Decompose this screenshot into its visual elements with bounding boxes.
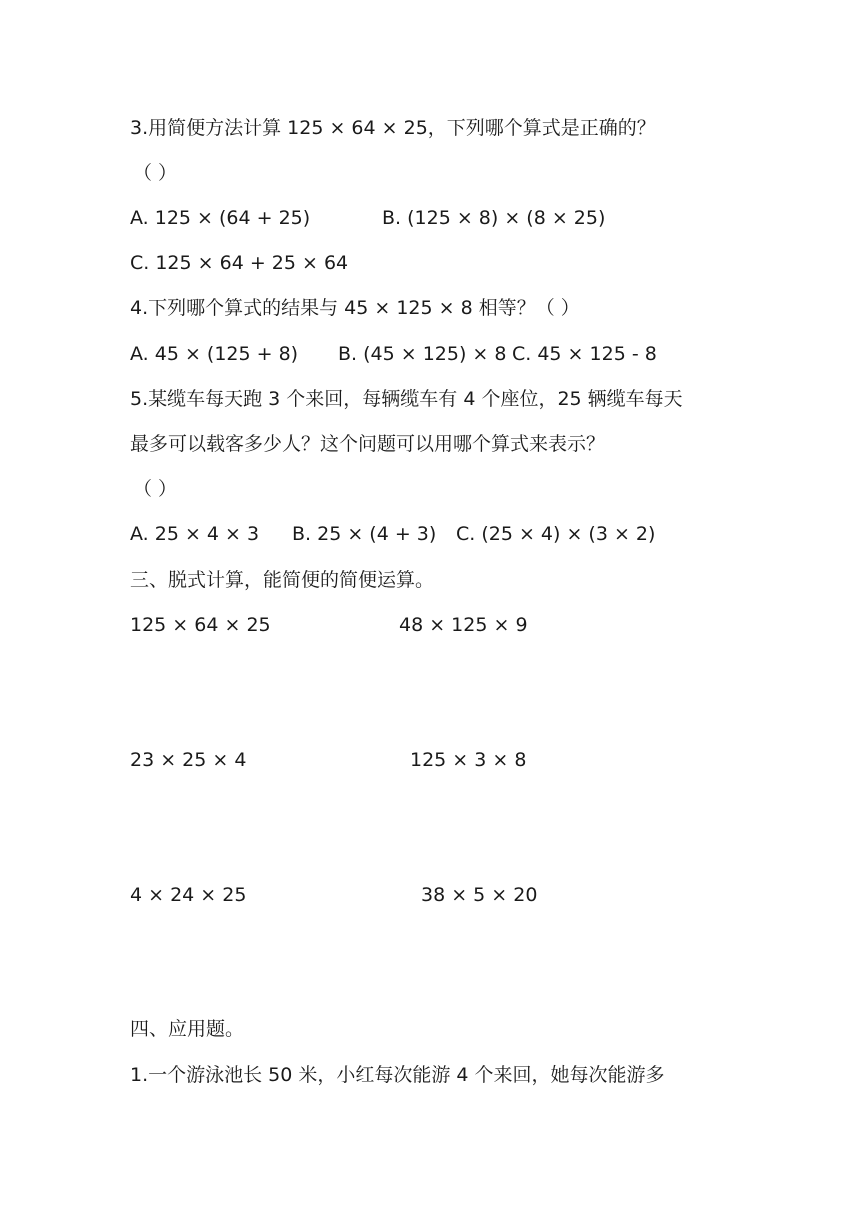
q4-option-b: B. (45 × 125) × 8 — [338, 343, 507, 365]
q3-option-c: C. 125 × 64 + 25 × 64 — [130, 252, 349, 274]
q4-stem: 4.下列哪个算式的结果与 45 × 125 × 8 相等？（ ） — [130, 297, 580, 319]
q3-answer-blank: （ ） — [133, 162, 178, 184]
q3-stem: 3.用简便方法计算 125 × 64 × 25，下列哪个算式是正确的？ — [130, 117, 656, 139]
calc-expression: 38 × 5 × 20 — [421, 884, 538, 906]
q4-option-a: A. 45 × (125 + 8) — [130, 343, 299, 365]
calc-expression: 4 × 24 × 25 — [130, 884, 247, 906]
q5-option-a: A. 25 × 4 × 3 — [130, 523, 260, 545]
section-4-heading: 四、应用题。 — [130, 1018, 245, 1040]
section-3-heading: 三、脱式计算，能简便的简便运算。 — [130, 569, 435, 591]
q3-option-b: B. (125 × 8) × (8 × 25) — [382, 207, 606, 229]
q5-stem-line-1: 5.某缆车每天跑 3 个来回，每辆缆车有 4 个座位，25 辆缆车每天 — [130, 388, 683, 410]
q5-option-c: C. (25 × 4) × (3 × 2) — [456, 523, 656, 545]
calc-expression: 48 × 125 × 9 — [399, 614, 528, 636]
calc-expression: 23 × 25 × 4 — [130, 749, 247, 771]
calc-expression: 125 × 64 × 25 — [130, 614, 271, 636]
q3-option-a: A. 125 × (64 + 25) — [130, 207, 311, 229]
q5-stem-line-2: 最多可以载客多少人？这个问题可以用哪个算式来表示？ — [130, 433, 606, 455]
q5-answer-blank: （ ） — [133, 478, 178, 500]
section-4-q1-line-1: 1.一个游泳池长 50 米，小红每次能游 4 个来回，她每次能游多 — [130, 1064, 665, 1086]
calc-expression: 125 × 3 × 8 — [410, 749, 527, 771]
q5-option-b: B. 25 × (4 + 3) — [292, 523, 437, 545]
q4-option-c: C. 45 × 125 - 8 — [512, 343, 657, 365]
